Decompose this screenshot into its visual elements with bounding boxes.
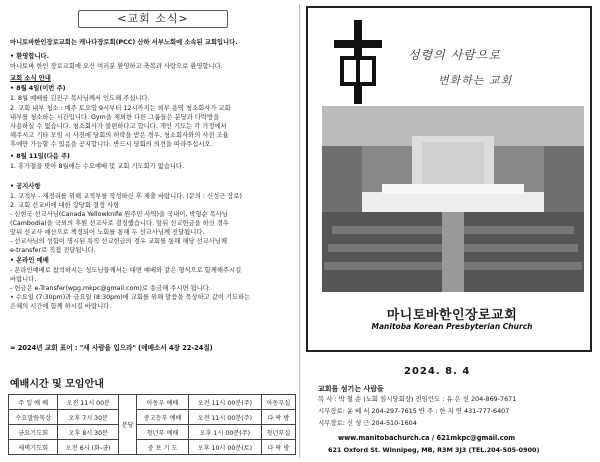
table-cell: 주 일 예 배 [9, 395, 58, 410]
table-cell: 다 락 방 [261, 410, 295, 425]
cover-section [304, 6, 596, 456]
news-line: 은혜의 시간에 함께 하시길 바랍니다. [10, 303, 112, 310]
venue-cell: 분당 [119, 395, 137, 455]
table-cell: 오전 11시 00분 [58, 395, 119, 410]
table-cell: 수요말씀묵상 [9, 410, 58, 425]
news-line: - 헌금은 e-Transfer(wpg.mkpc@gmail.com)로 송금해 주시면 됩니다. [10, 285, 211, 292]
news-line: 2. 교회 내부 청소 : 매주 토요일 9시부터 12시까지는 외부 용역 청소회사가 교회 [10, 105, 231, 112]
news-line: 해주시고 기타 모임 시 사전에 당회의 허락을 받은 경우, 청소회사와의 사전 조율 [10, 132, 229, 139]
news-guide-heading: 교회 소식 안내 [10, 75, 51, 82]
church-name-english: Manitoba Korean Presbyterian Church [371, 322, 533, 331]
news-line: 후에만 가능할 수 있음을 공지합니다. 반드시 당회의 의견을 따라주십시오. [10, 141, 213, 148]
church-motto: = 2024년 교회 표어 : "새 사람을 입으라" (에베소서 4장 22-24절) [10, 344, 213, 352]
this-week-heading: • 8월 4일(이번 주) [10, 85, 66, 92]
news-line: 사용하실 수 없습니다. 청소회사가 불편하다고 합니다. 개인 기도는 각 가정에서 [10, 123, 227, 130]
news-line: • 수요일 (7:30pm)과 금요일 (8:30pm)에 교회를 위해 말씀을 묵상하고 같이 기도하는 [10, 294, 251, 301]
servant-row: 목 사 : 박 철 순 (노회 임시당회장) 전임인도 : 유 은 선 204-869-7671 [318, 395, 517, 403]
table-cell: 오후 7시 30분 [58, 410, 119, 425]
news-line: (Cambodia)을 국외의 후원 선교사로 결정했습니다. 앞뒤 선교헌금을 하신 경우 [10, 220, 230, 227]
table-cell: 아동부 예배 [137, 395, 189, 410]
news-line: - 온라인예배로 참석하시는 성도님들께서는 대면 예배와 같은 형식으로 함께해주시길 [10, 267, 242, 274]
table-cell: 오후 8시 30분 [58, 425, 119, 440]
table-cell: 아동부실 [261, 395, 295, 410]
news-line: - 선교사님의 성함이 명시된 특직 선교헌금의 경우 교회를 통해 해당 선교사님께 [10, 238, 227, 245]
news-line: 바랍니다. [10, 276, 37, 283]
table-cell: 다 락 방 [261, 440, 295, 455]
news-line: 내부를 청소하는 시간입니다. Gym을 제외한 다른 그룹들은 분당과 다락방을 [10, 114, 220, 121]
table-cell: 청년부실 [261, 425, 295, 440]
church-logo-icon [330, 16, 386, 108]
news-section [8, 6, 294, 376]
church-address: 621 Oxford St. Winnipeg, MB, R3M 3J3 (TEL.204-505-0900) [328, 446, 540, 454]
schedule-title: 예배시간 및 모임안내 [10, 379, 104, 390]
intro-line: 마니토바한인장로교회는 캐나다장로회(PCC) 산하 서부노회에 소속된 교회입니다. [10, 39, 238, 46]
table-cell: 오전 11시 00분(주) [188, 410, 261, 425]
table-row [9, 395, 296, 410]
sanctuary-photo [322, 106, 584, 292]
page-divider [299, 4, 300, 458]
servant-row: 시무장로: 신 성 근 204-510-1604 [318, 419, 417, 427]
news-line: 1. 교적부 - 재정리를 위해 교적부를 작성하신 후 제출 바랍니다. (문의 : 신성근 장로) [10, 193, 242, 200]
cover-frame [306, 6, 592, 352]
table-row [9, 425, 296, 440]
servant-row: 시무장로: 윤 베 서 204-297-7615 반 주 : 한 지 연 431-777-6407 [318, 407, 510, 415]
table-cell: 금요기도회 [9, 425, 58, 440]
table-cell: 오후 1시 00분(주) [188, 425, 261, 440]
next-week-heading: • 8월 11일(다음 주) [10, 153, 70, 160]
table-cell: 오전 6시 (화-금) [58, 440, 119, 455]
table-cell: 중 보 기 도 [137, 440, 189, 455]
news-line: 앞뒤 선교사 예산으로 책정되어 노회를 통해 두 선교사님께 전달됩니다. [10, 229, 205, 236]
news-line: 1. 8월 예배를 김진구 목사님께서 인도해 주십니다. [10, 95, 150, 102]
slogan-line-2: 변화하는 교회 [438, 74, 513, 87]
slogan-line-1: 성령의 사람으로 [408, 48, 501, 62]
table-cell: 청년부 예배 [137, 425, 189, 440]
website-email[interactable]: www.manitobachurch.ca / 621mkpc@gmail.com [338, 434, 516, 442]
table-row [9, 440, 296, 455]
church-name: 마니토바한인장로교회 [386, 308, 518, 323]
online-heading: • 온라인 예배 [10, 257, 49, 264]
news-line: 2. 교회 선교비에 대한 강당회 결정 사항 [10, 202, 120, 209]
notice-heading: • 공지사항 [10, 183, 41, 190]
news-line: e-transfer로 직접 전달됩니다. [10, 247, 96, 254]
bulletin-date: 2024. 8. 4 [404, 366, 471, 377]
welcome-heading: • 환영합니다. [10, 53, 50, 60]
news-line: 1. 휴가철을 맞아 8월에는 수요예배 및 교회 기도회가 없습니다. [10, 163, 185, 170]
servants-title: 교회를 섬기는 사람들 [318, 385, 384, 393]
table-cell: 중고등부 예배 [137, 410, 189, 425]
table-cell: 새벽기도회 [9, 440, 58, 455]
table-cell: 오후 10시 00분(토) [188, 440, 261, 455]
welcome-text: 마니토바 한인 장로교회에 오신 여러분 환영하고 축복과 사랑으로 환영합니다. [10, 63, 223, 70]
schedule-table [8, 394, 296, 455]
table-row [9, 410, 296, 425]
news-line: - 신현국 선교사님(Canada Yellowknife 원주민 사역)을 국내이, 박형순 목사님 [10, 211, 228, 218]
table-cell: 오전 11시 00분(주) [188, 395, 261, 410]
news-title: <교회 소식> [78, 10, 228, 28]
